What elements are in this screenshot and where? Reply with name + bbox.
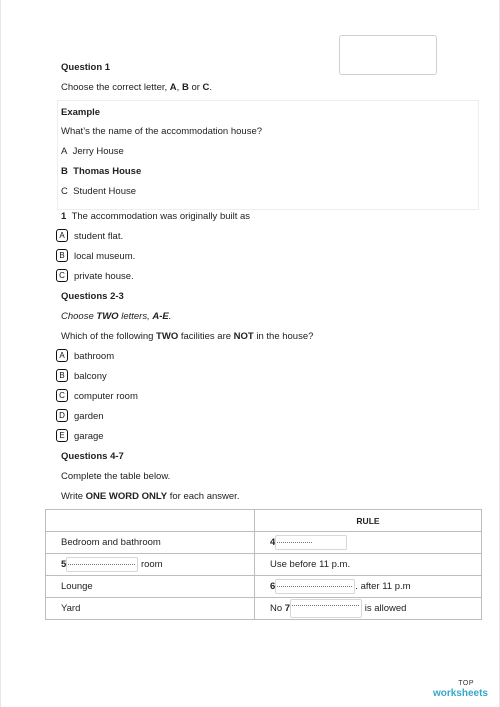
table-header-rule: RULE bbox=[255, 510, 482, 532]
option-letter: B bbox=[61, 166, 68, 177]
table-row bbox=[46, 598, 482, 620]
logo-line-1: TOP bbox=[458, 680, 474, 687]
table-cell bbox=[255, 532, 482, 554]
blank-number: 7 bbox=[284, 603, 291, 615]
blank-number: 6 bbox=[270, 581, 276, 593]
q23-option-e-checkbox[interactable]: E bbox=[56, 429, 68, 442]
option-text: Jerry House bbox=[72, 146, 124, 157]
table-cell-text: is allowed bbox=[364, 603, 407, 615]
q23-question: Which of the following TWO facilities are NOT in the house? bbox=[61, 331, 314, 342]
score-box bbox=[339, 35, 437, 75]
table-cell-text: . after 11 p.m bbox=[355, 581, 411, 593]
table-cell bbox=[255, 598, 482, 620]
q23-option-c-text: computer room bbox=[74, 391, 138, 402]
option-text: Student House bbox=[73, 186, 137, 197]
q1-option-b-checkbox[interactable]: B bbox=[56, 249, 68, 262]
q1-item bbox=[61, 211, 250, 222]
topworksheets-logo bbox=[433, 679, 488, 699]
option-text: Thomas House bbox=[73, 166, 142, 177]
q1-option-a-checkbox[interactable]: A bbox=[56, 229, 68, 242]
table-row bbox=[46, 576, 482, 598]
rules-table bbox=[45, 509, 482, 620]
q23-heading: Questions 2-3 bbox=[61, 291, 124, 302]
q1-heading: Question 1 bbox=[61, 62, 111, 73]
table-cell: Use before 11 p.m. bbox=[255, 554, 482, 576]
q23-instruction: Choose TWO letters, A-E. bbox=[61, 311, 172, 322]
table-row bbox=[46, 532, 482, 554]
q47-instruction-1: Complete the table below. bbox=[61, 471, 171, 482]
q23-option-a-checkbox[interactable]: A bbox=[56, 349, 68, 362]
table-cell-text: No bbox=[270, 603, 285, 615]
example-option-a bbox=[61, 146, 124, 157]
q23-option-a-text: bathroom bbox=[74, 351, 115, 362]
table-cell-text: room bbox=[140, 559, 163, 571]
table-row bbox=[46, 554, 482, 576]
q23-option-c-checkbox[interactable]: C bbox=[56, 389, 68, 402]
example-option-b bbox=[61, 166, 141, 177]
q23-option-e-text: garage bbox=[74, 431, 104, 442]
q1-option-b-text: local museum. bbox=[74, 251, 136, 262]
blank-number: 5 bbox=[61, 559, 67, 571]
q1-item-number: 1 bbox=[61, 211, 67, 222]
q1-item-text: The accommodation was originally built as bbox=[71, 211, 251, 222]
example-question: What’s the name of the accommodation house? bbox=[61, 126, 263, 137]
example-label: Example bbox=[61, 107, 101, 118]
answer-5-input[interactable] bbox=[66, 557, 138, 572]
q23-option-d-text: garden bbox=[74, 411, 104, 422]
q1-option-a-text: student flat. bbox=[74, 231, 124, 242]
table-header-row bbox=[46, 510, 482, 532]
q23-option-b-checkbox[interactable]: B bbox=[56, 369, 68, 382]
table-cell bbox=[255, 576, 482, 598]
table-cell: Yard bbox=[46, 598, 255, 620]
table-header-empty bbox=[46, 510, 255, 532]
option-letter: A bbox=[61, 146, 68, 157]
table-cell: Lounge bbox=[46, 576, 255, 598]
example-option-c bbox=[61, 186, 136, 197]
q47-heading: Questions 4-7 bbox=[61, 451, 124, 462]
answer-6-input[interactable] bbox=[275, 579, 355, 594]
table-cell bbox=[46, 554, 255, 576]
blank-number: 4 bbox=[270, 537, 276, 549]
q23-option-d-checkbox[interactable]: D bbox=[56, 409, 68, 422]
answer-4-input[interactable] bbox=[275, 535, 347, 550]
q1-instruction: Choose the correct letter, A, B or C. bbox=[61, 82, 213, 93]
q1-option-c-checkbox[interactable]: C bbox=[56, 269, 68, 282]
q23-option-b-text: balcony bbox=[74, 371, 107, 382]
logo-line-2: worksheets bbox=[432, 688, 488, 699]
q1-option-c-text: private house. bbox=[74, 271, 134, 282]
option-letter: C bbox=[61, 186, 68, 197]
table-cell: Bedroom and bathroom bbox=[46, 532, 255, 554]
page-edge-left bbox=[0, 0, 1, 707]
answer-7-input[interactable] bbox=[290, 599, 362, 618]
q47-instruction-2: Write ONE WORD ONLY for each answer. bbox=[61, 491, 240, 502]
